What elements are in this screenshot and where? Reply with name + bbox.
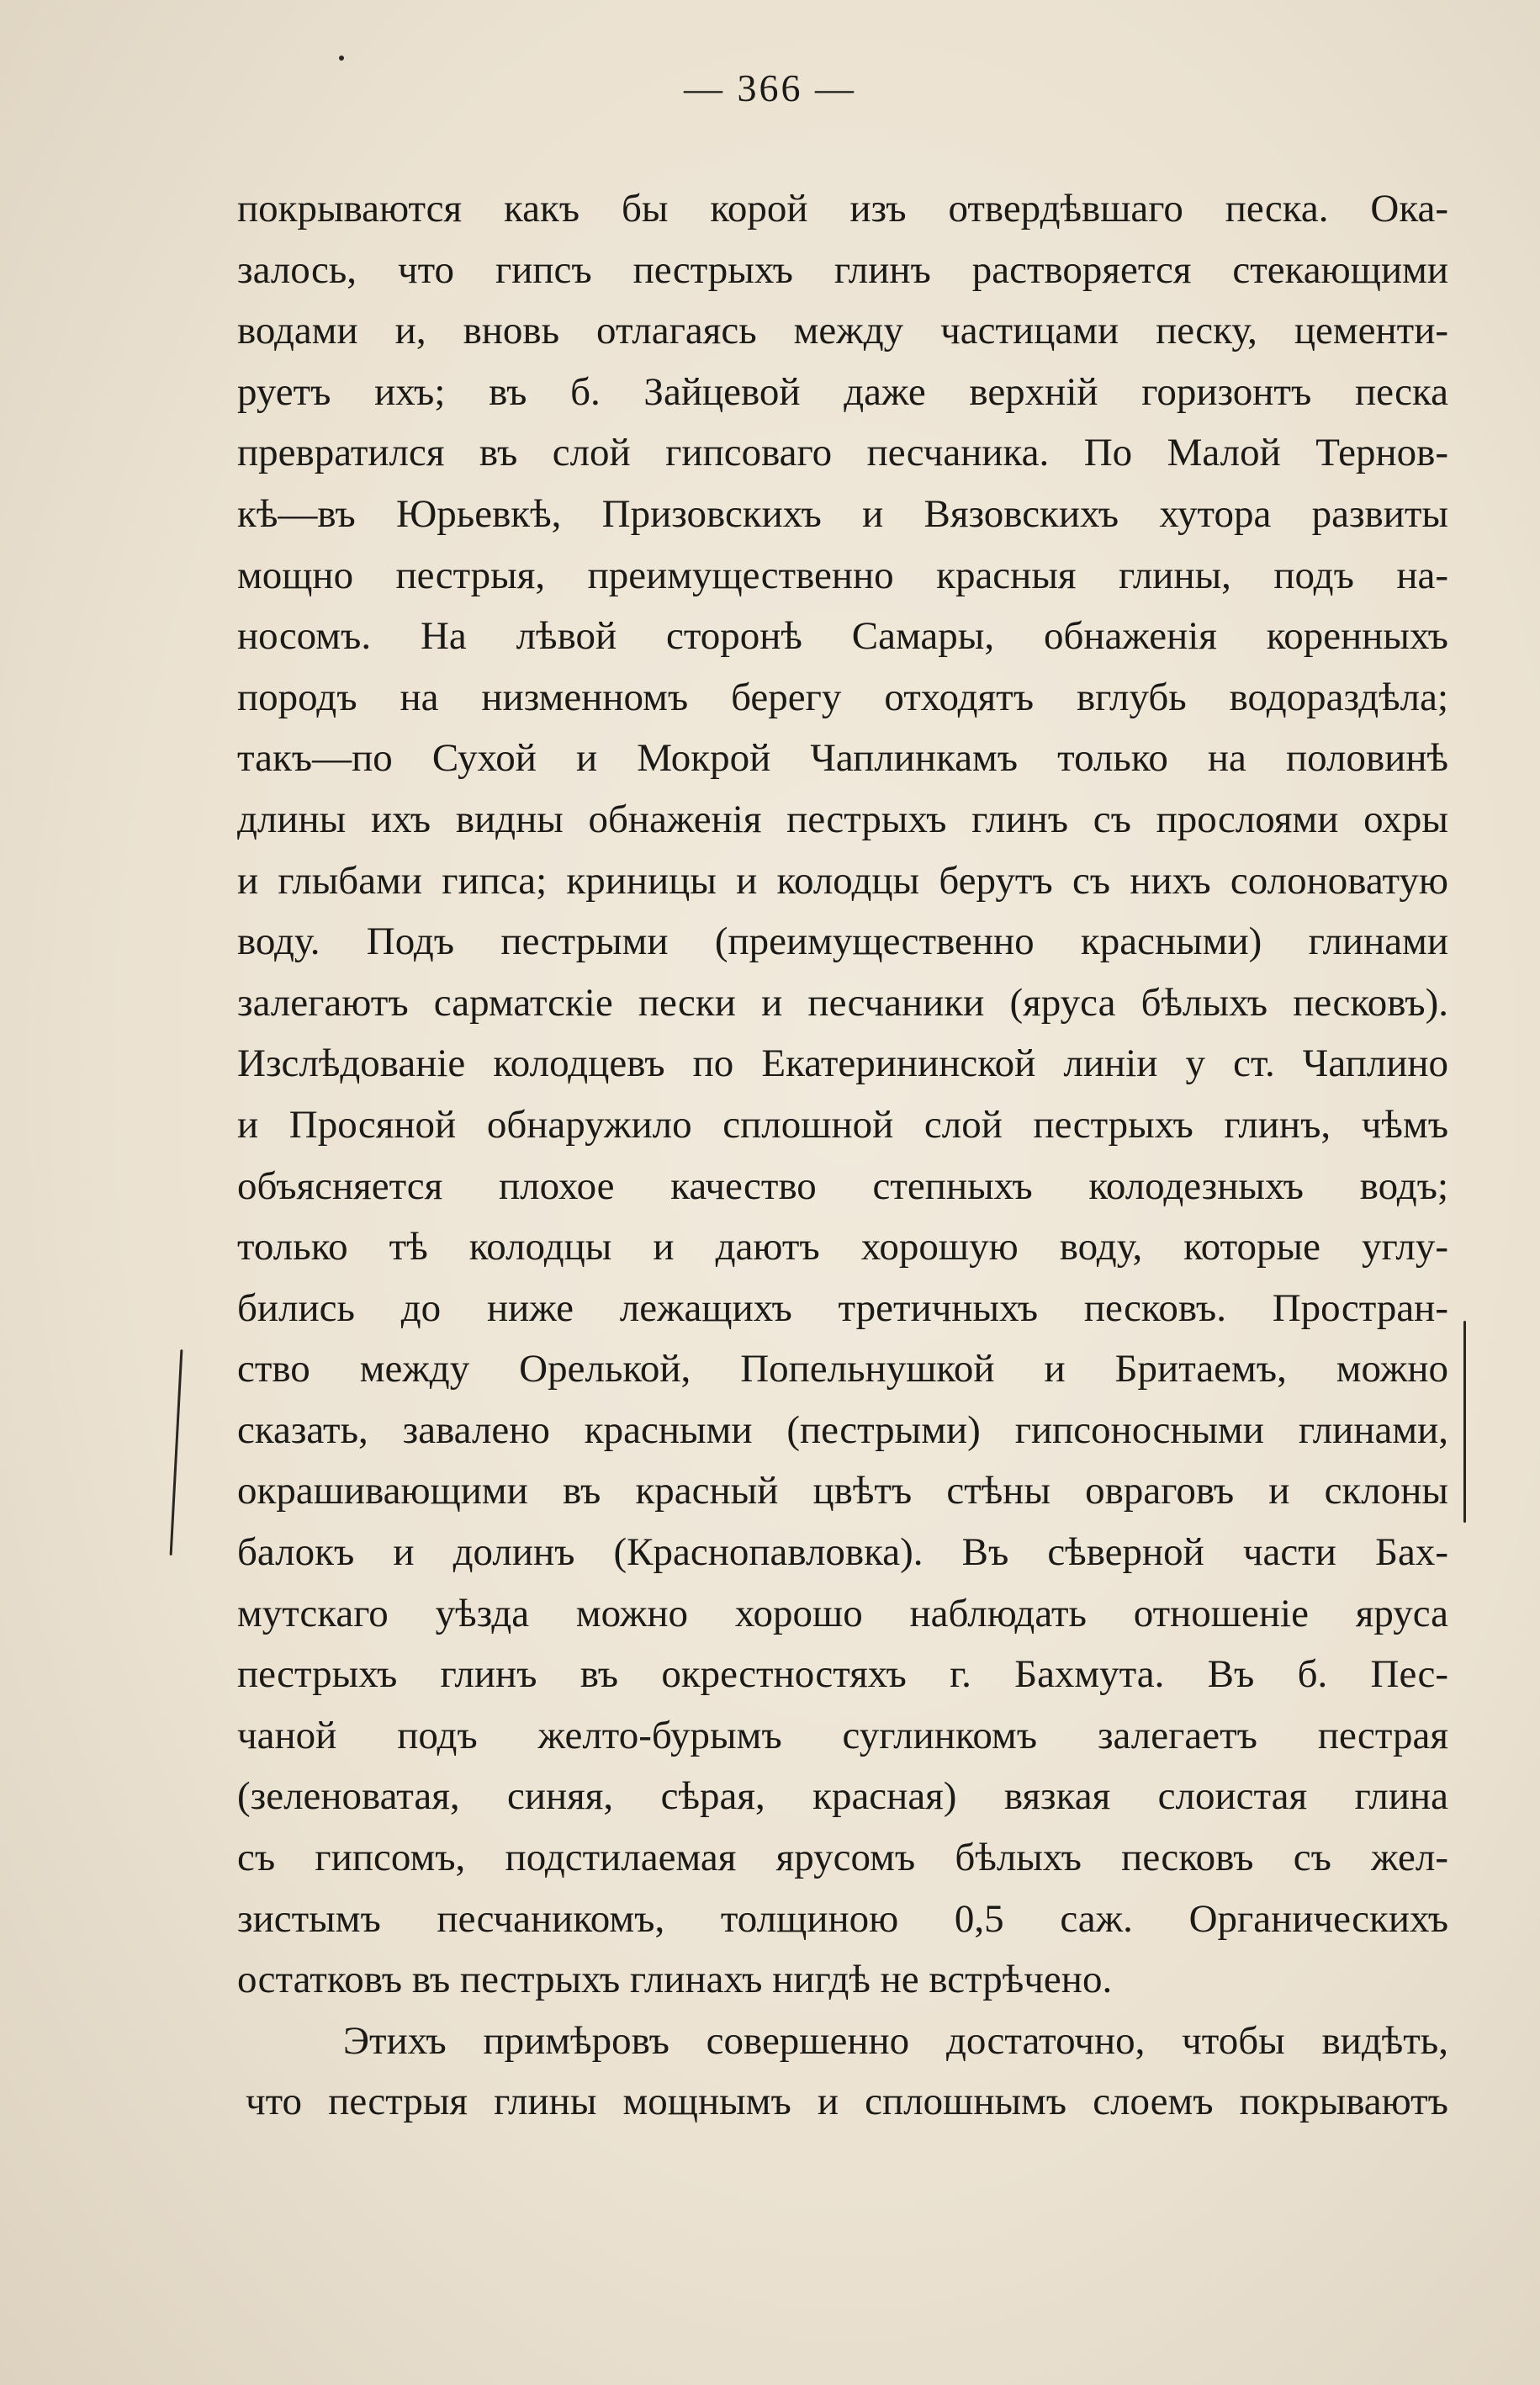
margin-pencil-mark (170, 1349, 183, 1556)
text-line: породъ на низменномъ берегу отходятъ вглубь водораздѣла; (237, 675, 1448, 719)
text-line: кѣ—въ Юрьевкѣ, Призовскихъ и Вязовскихъ хутора развиты (237, 491, 1448, 536)
text-line: пестрыхъ глинъ въ окрестностяхъ г. Бахмута. Въ б. Пес- (237, 1652, 1448, 1697)
text-line: сказать, завалено красными (пестрыми) гипсоносными глинами, (237, 1407, 1448, 1452)
text-line: длины ихъ видны обнаженія пестрыхъ глинъ съ прослоями охры (237, 797, 1448, 841)
text-line: залось, что гипсъ пестрыхъ глинъ растворяется стекающими (237, 247, 1448, 292)
text-line: окрашивающими въ красный цвѣтъ стѣны овраговъ и склоны (237, 1469, 1448, 1513)
text-line: носомъ. На лѣвой сторонѣ Самары, обнаженія коренныхъ (237, 614, 1448, 659)
text-line: объясняется плохое качество степныхъ колодезныхъ водъ; (237, 1163, 1448, 1208)
text-line: зистымъ песчаникомъ, толщиною 0,5 саж. Органическихъ (237, 1896, 1448, 1941)
text-line: Изслѣдованіе колодцевъ по Екатерининской линіи у ст. Чаплино (237, 1041, 1448, 1086)
text-line: ство между Орелькой, Попельнушкой и Бритаемъ, можно (237, 1347, 1448, 1391)
body-text (237, 178, 1448, 2133)
text-line: чаной подъ желто-бурымъ суглинкомъ залегаетъ пестрая (237, 1713, 1448, 1757)
ink-speck (339, 56, 344, 61)
text-line: воду. Подъ пестрыми (преимущественно красными) глинами (237, 920, 1448, 964)
text-line: бились до ниже лежащихъ третичныхъ песковъ. Простран- (237, 1285, 1448, 1330)
text-line: остатковъ въ пестрыхъ глинахъ нигдѣ не встрѣчено. (237, 1958, 1113, 2002)
text-line: и глыбами гипса; криницы и колодцы берутъ съ нихъ солоноватую (237, 858, 1448, 903)
text-line: мощно пестрыя, преимущественно красныя глины, подъ на- (237, 553, 1448, 597)
text-line: только тѣ колодцы и даютъ хорошую воду, которые углу- (237, 1225, 1448, 1269)
text-line: (зеленоватая, синяя, сѣрая, красная) вязкая слоистая глина (237, 1774, 1448, 1819)
text-line: превратился въ слой гипсоваго песчаника. По Малой Тернов- (237, 431, 1448, 475)
text-line: покрываются какъ бы корой изъ отвердѣвшаго песка. Ока- (237, 187, 1448, 231)
text-line: такъ—по Сухой и Мокрой Чаплинкамъ только на половинѣ (237, 736, 1448, 781)
text-line: балокъ и долинъ (Краснопавловка). Въ сѣверной части Бах- (237, 1530, 1448, 1575)
text-line: мутскаго уѣзда можно хорошо наблюдать отношеніе яруса (237, 1591, 1448, 1635)
text-line: съ гипсомъ, подстилаемая ярусомъ бѣлыхъ песковъ съ жел- (237, 1836, 1448, 1880)
text-line: и Просяной обнаружило сплошной слой пестрыхъ глинъ, чѣмъ (237, 1102, 1448, 1147)
text-line: руетъ ихъ; въ б. Зайцевой даже верхній горизонтъ песка (237, 369, 1448, 414)
text-line: что пестрыя глины мощнымъ и сплошнымъ слоемъ покрываютъ (246, 2080, 1448, 2124)
page-number: — 366 — (684, 66, 856, 109)
paragraph-first-line: Этихъ примѣровъ совершенно достаточно, чтобы видѣть, (343, 2018, 1448, 2063)
text-line: водами и, вновь отлагаясь между частицами песку, цементи- (237, 309, 1448, 353)
text-line: залегаютъ сарматскіе пески и песчаники (яруса бѣлыхъ песковъ). (237, 980, 1448, 1025)
margin-bracket-mark (1463, 1321, 1466, 1523)
